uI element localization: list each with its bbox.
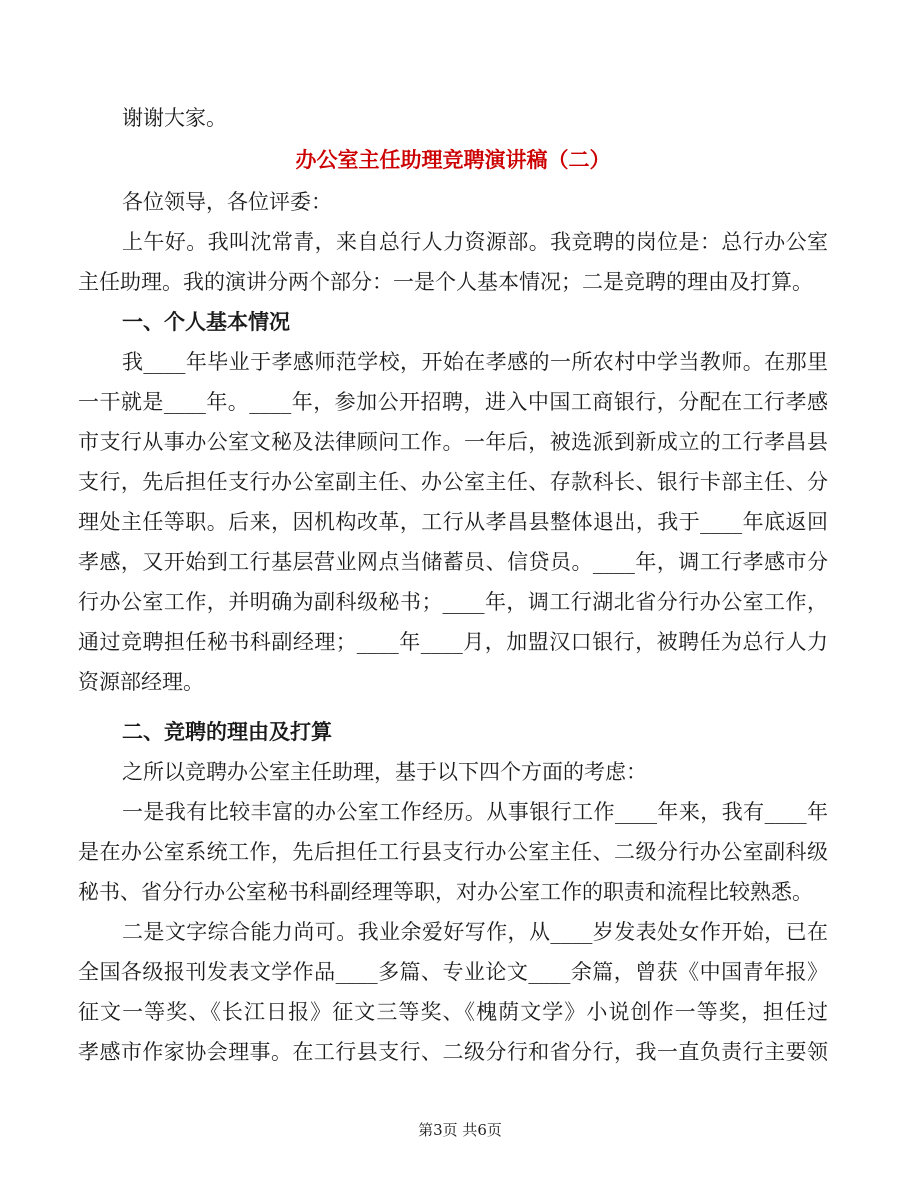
paragraph-line: 一是我有比较丰富的办公室工作经历。从事银行工作____年来，我有____年 <box>122 800 828 824</box>
salutation: 各位领导，各位评委： <box>122 190 332 214</box>
paragraph-line: 通过竞聘担任秘书科副经理；____年____月，加盟汉口银行，被聘任为总行人力 <box>78 630 828 654</box>
section-title: 办公室主任助理竞聘演讲稿（二） <box>295 147 611 172</box>
heading-reasons: 二、竞聘的理由及打算 <box>122 719 332 744</box>
paragraph-line: 市支行从事办公室文秘及法律顾问工作。一年后，被选派到新成立的工行孝昌县 <box>78 430 828 454</box>
paragraph-line: 理处主任等职。后来，因机构改革，工行从孝昌县整体退出，我于____年底返回 <box>78 510 828 534</box>
page-number: 第3页 共6页 <box>418 1121 502 1139</box>
paragraph-line: 二是文字综合能力尚可。我业余爱好写作，从____岁发表处女作开始，已在 <box>122 920 828 944</box>
paragraph-line: 孝感市作家协会理事。在工行县支行、二级分行和省分行，我一直负责行主要领 <box>78 1040 828 1064</box>
paragraph-line: 全国各级报刊发表文学作品____多篇、专业论文____余篇，曾获《中国青年报》 <box>78 960 828 984</box>
spacer <box>78 702 828 712</box>
paragraph-line: 主任助理。我的演讲分两个部分：一是个人基本情况；二是竞聘的理由及打算。 <box>78 270 813 294</box>
closing-line: 谢谢大家。 <box>122 106 227 130</box>
paragraph-line: 是在办公室系统工作，先后担任工行县支行办公室主任、二级分行办公室副科级 <box>78 840 828 864</box>
paragraph-line: 支行，先后担任支行办公室副主任、办公室主任、存款科长、银行卡部主任、分 <box>78 470 828 494</box>
document-page <box>78 98 828 1072</box>
paragraph-line: 上午好。我叫沈常青，来自总行人力资源部。我竞聘的岗位是：总行办公室 <box>122 230 828 254</box>
heading-personal-info: 一、个人基本情况 <box>122 309 290 334</box>
paragraph-line: 之所以竞聘办公室主任助理，基于以下四个方面的考虑： <box>122 760 647 784</box>
paragraph-line: 资源部经理。 <box>78 670 204 694</box>
paragraph-line: 秘书、省分行办公室秘书科副经理等职，对办公室工作的职责和流程比较熟悉。 <box>78 880 813 904</box>
paragraph-line: 一干就是____年。____年，参加公开招聘，进入中国工商银行，分配在工行孝感 <box>78 390 828 414</box>
paragraph-line: 征文一等奖、《长江日报》征文三等奖、《槐荫文学》小说创作一等奖，担任过 <box>78 1000 828 1024</box>
paragraph-line: 行办公室工作，并明确为副科级秘书；____年，调工行湖北省分行办公室工作， <box>78 590 828 614</box>
paragraph-line: 孝感，又开始到工行基层营业网点当储蓄员、信贷员。____年，调工行孝感市分 <box>78 550 828 574</box>
paragraph-line: 我____年毕业于孝感师范学校，开始在孝感的一所农村中学当教师。在那里 <box>122 350 828 374</box>
